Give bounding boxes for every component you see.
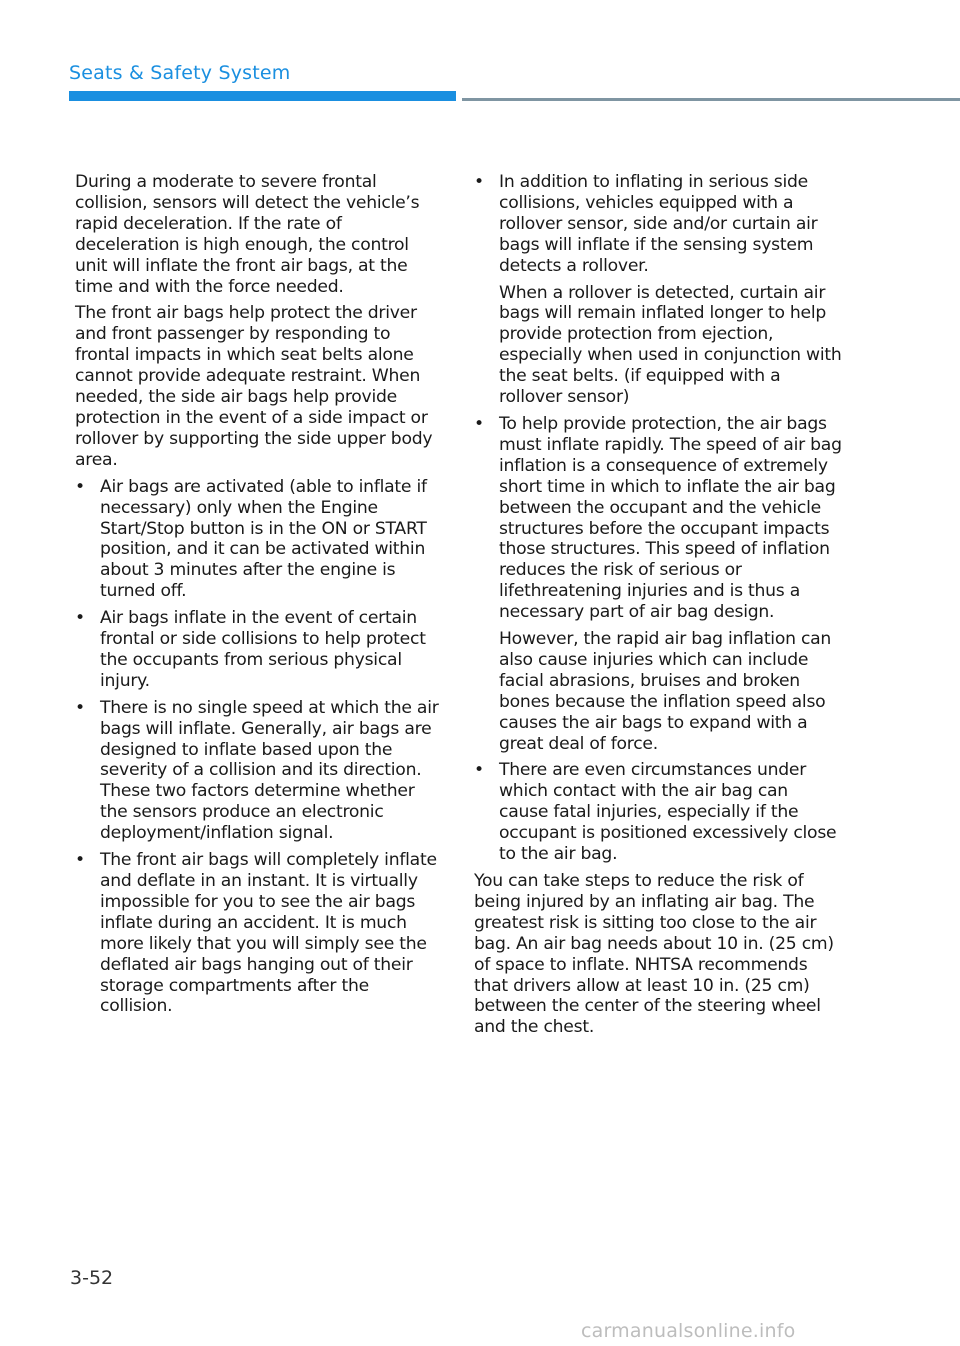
watermark: carmanualsonline.info <box>581 1320 796 1342</box>
bullet-dot: • <box>474 172 484 192</box>
bullet-dot: • <box>474 760 484 781</box>
bullet-dot: • <box>75 608 85 629</box>
bullet-item <box>75 608 443 692</box>
bullet-text: There are even circumstances under which contact with the air bag can cause fatal injuries, especially if the occupant is positioned excessively close to the air bag. <box>499 760 837 865</box>
left-column <box>75 172 443 1023</box>
bullet-text: Air bags inflate in the event of certain frontal or side collisions to help protect the occupants from serious physical injury. <box>100 608 426 691</box>
header-rule-gray <box>462 98 960 101</box>
bullet-item <box>75 698 443 844</box>
paragraph: During a moderate to severe frontal collision, sensors will detect the vehicle’s rapid deceleration. If the rate of deceleration is high enough, the control unit will inflate the front air bags, at the time and with the force needed. <box>75 172 420 297</box>
bullet-dot: • <box>75 697 85 718</box>
right-column <box>474 172 842 1044</box>
bullet-dot: • <box>75 476 85 497</box>
bullet-dot: • <box>75 850 85 871</box>
section-title: Seats & Safety System <box>69 62 291 84</box>
bullet-followup: When a rollover is detected, curtain air bags will remain inflated longer to help provide protection from ejection, especially when used in conjunction with the seat belts. (if equipped with a rollover sensor) <box>499 282 842 408</box>
bullet-item <box>474 760 842 865</box>
bullet-text: In addition to inflating in serious side collisions, vehicles equipped with a rollover sensor, side and/or curtain air bags will inflate if the sensing system detects a rollover. <box>499 172 818 276</box>
bullet-followup: However, the rapid air bag inflation can also cause injuries which can include facial abrasions, bruises and broken bones because the inflation speed also causes the air bags to expand with a great deal of force. <box>499 629 832 754</box>
paragraph: You can take steps to reduce the risk of being injured by an inflating air bag. The greatest risk is sitting too close to the air bag. An air bag needs about 10 in. (25 cm) of space to inflate. NHTSA recommends that drivers allow at least 10 in. (25 cm) between the center of the steering wheel and the chest. <box>474 871 834 1038</box>
paragraph: The front air bags help protect the driver and front passenger by responding to frontal impacts in which seat belts alone cannot provide adequate restraint. When needed, the side air bags help provide protection in the event of a side impact or rollover by supporting the side upper body area. <box>75 303 433 470</box>
bullet-text: There is no single speed at which the air bags will inflate. Generally, air bags are designed to inflate based upon the severity of a collision and its direction. These two factors determine whether the sensors produce an electronic deployment/inflation signal. <box>100 697 439 844</box>
bullet-item <box>75 477 443 602</box>
header-rule-accent <box>69 91 456 101</box>
page-number: 3-52 <box>70 1267 114 1289</box>
bullet-text: Air bags are activated (able to inflate if necessary) only when the Engine Start/Stop button is in the ON or START position, and it can be activated within about 3 minutes after the engine is turned off. <box>100 476 427 602</box>
bullet-item <box>474 414 842 755</box>
bullet-text: To help provide protection, the air bags must inflate rapidly. The speed of air bag inflation is a consequence of extremely short time in which to inflate the air bag between the occupant and the vehicle structures before the occupant impacts those structures. This speed of inflation reduces the risk of serious or lifethreatening injuries and is thus a necessary part of air bag design. <box>499 413 842 623</box>
bullet-dot: • <box>474 413 484 434</box>
bullet-item <box>474 172 842 408</box>
bullet-item <box>75 850 443 1017</box>
bullet-text: The front air bags will completely inflate and deflate in an instant. It is virtually impossible for you to see the air bags inflate during an accident. It is much more likely that you will simply see the deflated air bags hanging out of their storage compartments after the collision. <box>100 850 437 1017</box>
